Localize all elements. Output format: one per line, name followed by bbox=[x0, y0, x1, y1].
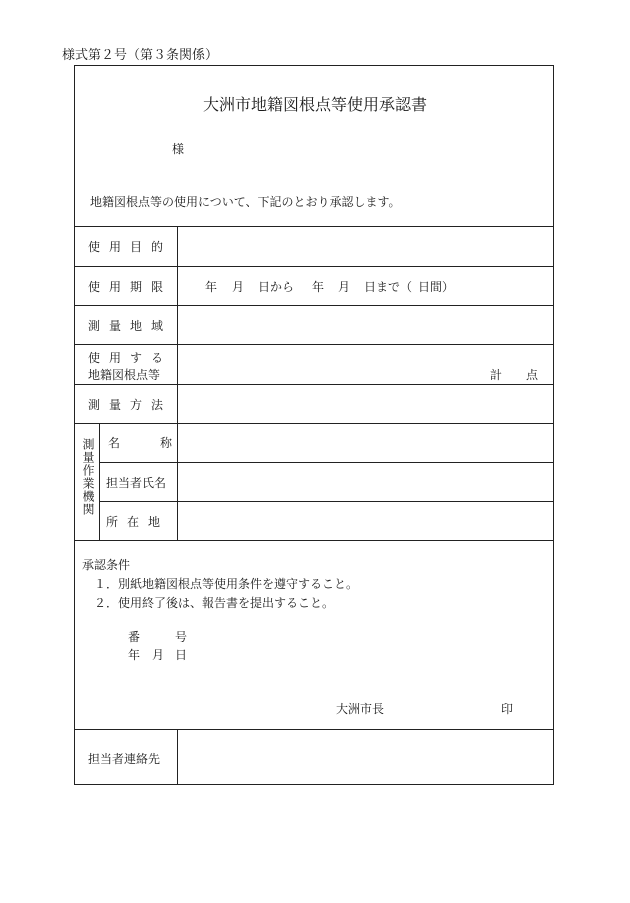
period-from-day: 日から bbox=[258, 280, 295, 294]
period-to-day: 日まで（ bbox=[364, 280, 413, 294]
issue-date-month: 月 bbox=[152, 648, 165, 662]
issue-date-year: 年 bbox=[128, 648, 141, 662]
seal-mark: 印 bbox=[501, 702, 514, 716]
org-name-label-2: 称 bbox=[160, 436, 173, 450]
period-to-month: 月 bbox=[338, 280, 351, 294]
org-name-label-1: 名 bbox=[108, 436, 121, 450]
rule bbox=[75, 305, 553, 306]
addressee-suffix: 様 bbox=[172, 142, 185, 156]
rule bbox=[75, 384, 553, 385]
form-title: 大洲市地籍図根点等使用承認書 bbox=[202, 95, 427, 114]
period-from-month: 月 bbox=[232, 280, 245, 294]
rule bbox=[75, 344, 553, 345]
rule bbox=[75, 266, 553, 267]
org-person-label: 担当者氏名 bbox=[106, 476, 167, 490]
condition-item: １．別紙地籍図根点等使用条件を遵守すること。 bbox=[94, 577, 359, 591]
condition-item: ２．使用終了後は、報告書を提出すること。 bbox=[94, 596, 335, 610]
rule bbox=[75, 540, 553, 541]
period-label: 使用期限 bbox=[88, 280, 173, 294]
purpose-label: 使用目的 bbox=[88, 240, 173, 254]
points-label-line2: 地籍図根点等 bbox=[88, 368, 161, 382]
form-number: 様式第２号（第３条関係） bbox=[62, 48, 219, 63]
org-group-label: 測量作業機関 bbox=[81, 438, 95, 516]
period-days: 日間） bbox=[418, 280, 455, 294]
rule bbox=[75, 423, 553, 424]
survey-area-label: 測量地域 bbox=[88, 319, 173, 333]
points-total-label: 計 bbox=[490, 368, 503, 382]
points-label-line1: 使用する bbox=[88, 351, 173, 365]
issue-date-day: 日 bbox=[175, 648, 188, 662]
org-address-label: 所在地 bbox=[106, 515, 170, 529]
survey-method-label: 測量方法 bbox=[88, 398, 173, 412]
rule bbox=[99, 462, 553, 463]
rule bbox=[75, 729, 553, 730]
rule bbox=[177, 226, 178, 540]
rule bbox=[99, 423, 100, 540]
rule bbox=[177, 729, 178, 784]
conditions-heading: 承認条件 bbox=[82, 558, 131, 572]
period-to-year: 年 bbox=[312, 280, 325, 294]
rule bbox=[75, 226, 553, 227]
approval-form bbox=[74, 65, 554, 785]
points-unit: 点 bbox=[526, 368, 539, 382]
issue-number-label-2: 号 bbox=[175, 630, 188, 644]
issuer-name: 大洲市長 bbox=[336, 702, 385, 716]
intro-text: 地籍図根点等の使用について、下記のとおり承認します。 bbox=[90, 195, 401, 209]
period-from-year: 年 bbox=[205, 280, 218, 294]
contact-label: 担当者連絡先 bbox=[88, 752, 161, 766]
issue-number-label-1: 番 bbox=[128, 630, 141, 644]
rule bbox=[99, 501, 553, 502]
